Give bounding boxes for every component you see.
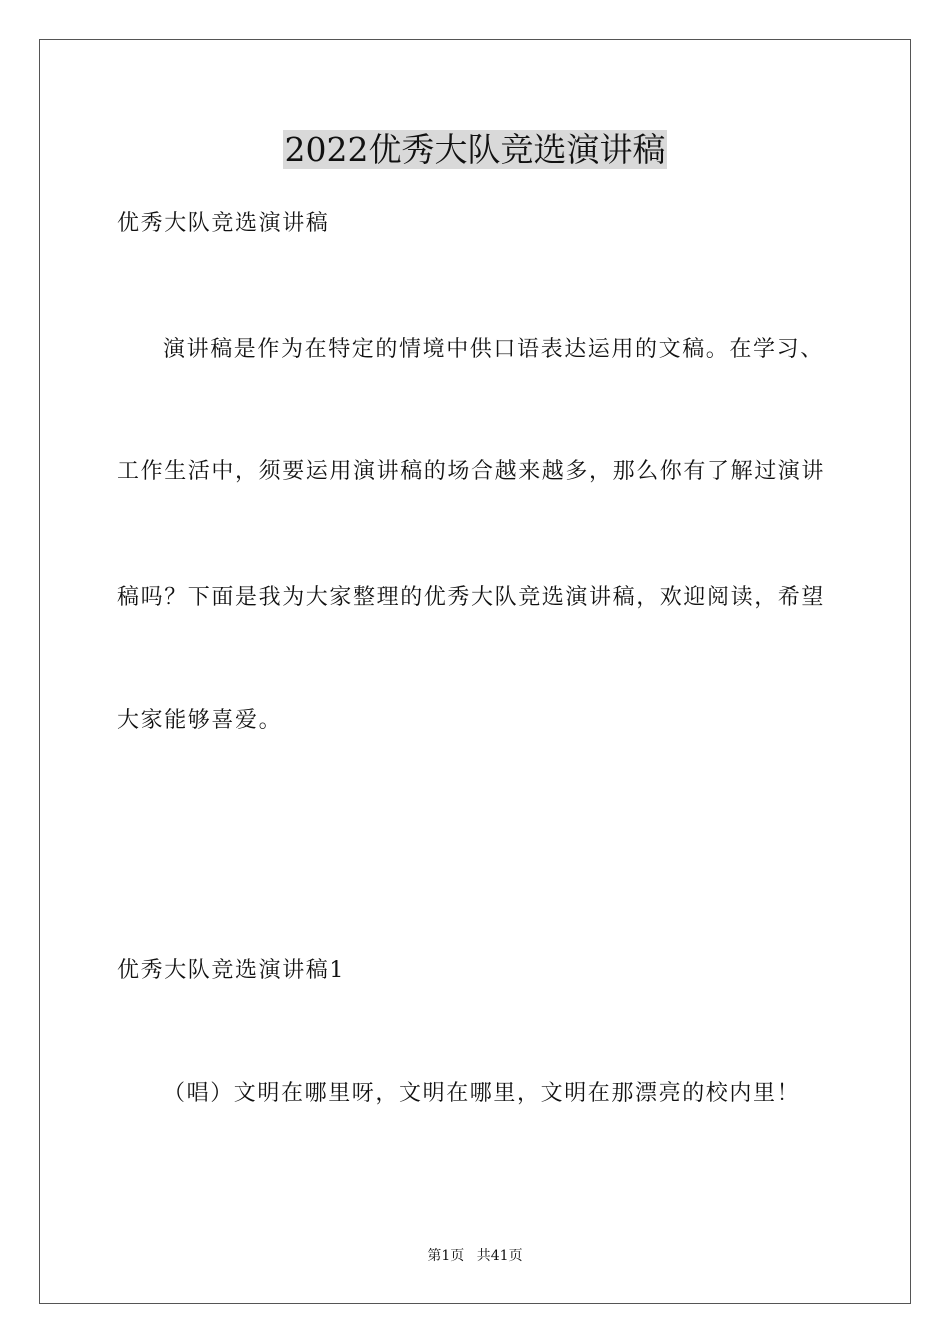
document-title-text: 2022优秀大队竞选演讲稿 xyxy=(284,130,666,169)
page-footer xyxy=(0,1247,950,1265)
intro-line-1: 演讲稿是作为在特定的情境中供口语表达运用的文稿。在学习、 xyxy=(163,337,824,362)
intro-line-4: 大家能够喜爱。 xyxy=(117,708,283,733)
document-title xyxy=(0,128,950,172)
section-first-line: （唱）文明在哪里呀，文明在哪里，文明在那漂亮的校内里！ xyxy=(163,1081,801,1106)
document-subtitle: 优秀大队竞选演讲稿 xyxy=(117,211,330,236)
intro-line-3: 稿吗？下面是我为大家整理的优秀大队竞选演讲稿，欢迎阅读，希望 xyxy=(117,585,826,610)
page-total: 共41页 xyxy=(476,1248,523,1264)
intro-line-2: 工作生活中，须要运用演讲稿的场合越来越多，那么你有了解过演讲 xyxy=(117,459,826,484)
section-heading: 优秀大队竞选演讲稿1 xyxy=(117,958,345,983)
page-number: 第1页 xyxy=(427,1248,465,1264)
